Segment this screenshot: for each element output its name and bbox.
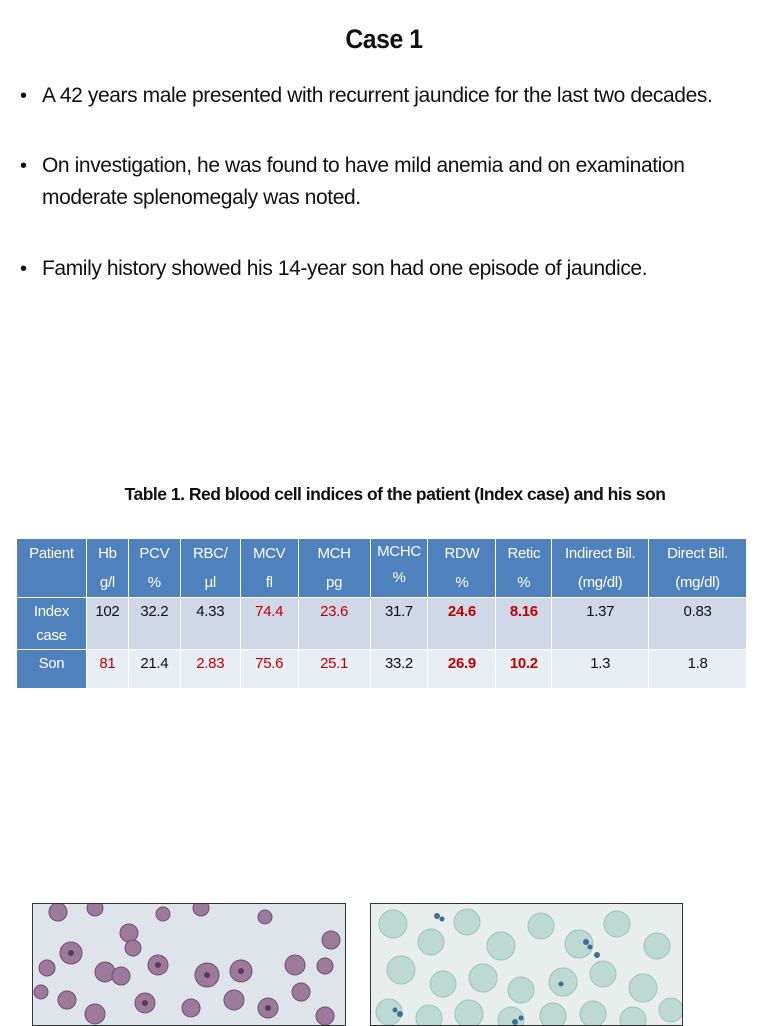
header-retic: Retic %	[496, 539, 552, 598]
spherocyte-smear-graphic	[33, 904, 345, 1025]
cell-indirect-bil: 1.3	[552, 650, 649, 689]
slide-title: Case 1	[345, 24, 423, 54]
table-caption: Table 1. Red blood cell indices of the patient (Index case) and his son	[124, 484, 666, 504]
cell-rdw: 24.6	[428, 598, 496, 650]
blood-smear-image-left	[32, 903, 346, 1026]
cell-mchc: 33.2	[370, 650, 428, 689]
cell-mchc: 31.7	[370, 598, 428, 650]
header-direct-bil: Direct Bil. (mg/dl)	[649, 539, 747, 598]
header-hb: Hb g/l	[86, 539, 128, 598]
cell-indirect-bil: 1.37	[552, 598, 649, 650]
header-pcv: PCV %	[128, 539, 180, 598]
header-mcv: MCV fl	[240, 539, 298, 598]
reticulocyte-smear-graphic	[371, 904, 682, 1025]
row-label-son: Son	[17, 650, 87, 689]
cell-retic: 8.16	[496, 598, 552, 650]
header-patient: Patient	[17, 539, 87, 598]
header-mchc: MCHC %	[370, 539, 428, 598]
cell-mch: 23.6	[298, 598, 370, 650]
table-header-row	[17, 539, 747, 598]
bullet-item-family-history: • Family history showed his 14-year son had one episode of jaundice.	[20, 253, 647, 285]
cell-pcv: 21.4	[128, 650, 180, 689]
header-indirect-bil: Indirect Bil. (mg/dl)	[552, 539, 649, 598]
header-rbc: RBC/ µl	[180, 539, 240, 598]
cell-rbc: 2.83	[180, 650, 240, 689]
cell-retic: 10.2	[496, 650, 552, 689]
cell-direct-bil: 0.83	[649, 598, 747, 650]
bullet-item-investigation: • On investigation, he was found to have mild anemia and on examination moderate splenomegaly was noted.	[20, 150, 755, 214]
cell-mcv: 75.6	[240, 650, 298, 689]
cell-rbc: 4.33	[180, 598, 240, 650]
cell-direct-bil: 1.8	[649, 650, 747, 689]
row-label-index-case: Index case	[17, 598, 87, 650]
cell-rdw: 26.9	[428, 650, 496, 689]
table-row-index-case	[17, 598, 747, 650]
cell-pcv: 32.2	[128, 598, 180, 650]
blood-smear-image-right	[370, 903, 683, 1026]
cell-hb: 102	[86, 598, 128, 650]
cell-hb: 81	[86, 650, 128, 689]
bullet-item-history: • A 42 years male presented with recurrent jaundice for the last two decades.	[20, 80, 712, 112]
cell-mch: 25.1	[298, 650, 370, 689]
rbc-indices-table	[16, 538, 747, 689]
cell-mcv: 74.4	[240, 598, 298, 650]
table-row-son	[17, 650, 747, 689]
header-mch: MCH pg	[298, 539, 370, 598]
header-rdw: RDW %	[428, 539, 496, 598]
